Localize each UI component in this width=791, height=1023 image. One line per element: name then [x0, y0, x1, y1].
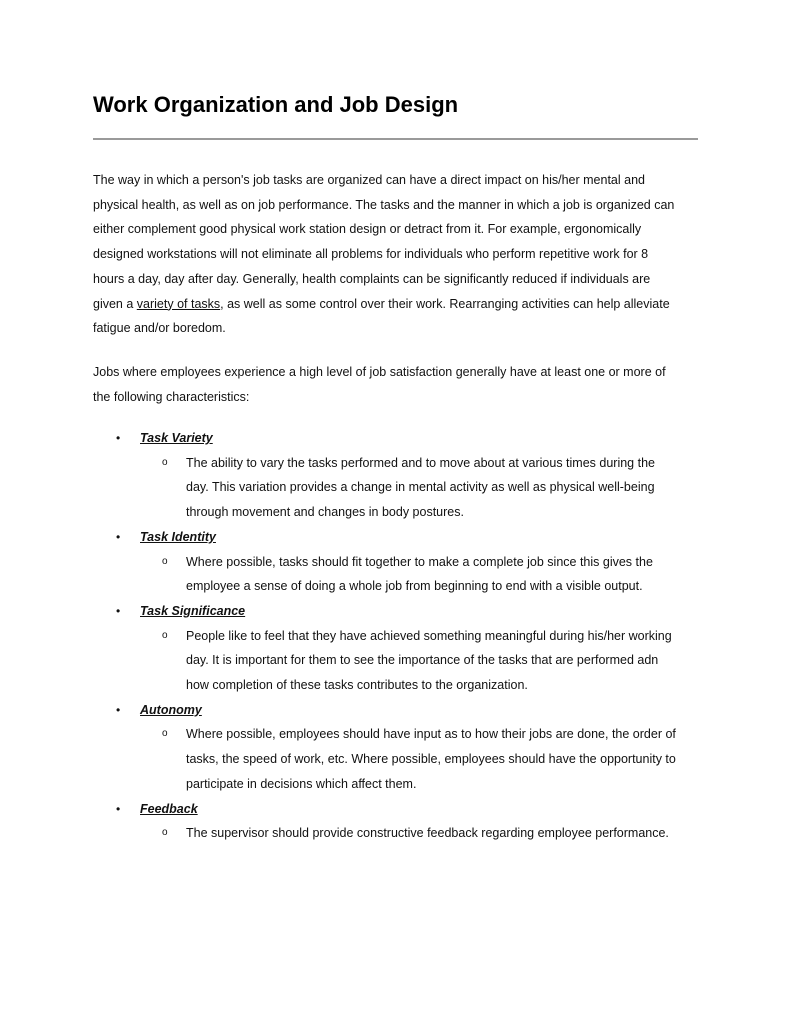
description-text [0, 722, 791, 796]
bullet-icon: • [116, 801, 121, 816]
characteristics-list [0, 426, 791, 846]
description-line: employee a sense of doing a whole job from beginning to end with a visible output. [186, 579, 643, 594]
paragraph-line: Jobs where employees experience a high level of job satisfaction generally have at least one or more of [93, 365, 666, 379]
characteristic-heading: Feedback [140, 801, 198, 816]
paragraph-line: the following characteristics: [93, 389, 250, 404]
sub-bullet-icon: o [162, 728, 168, 740]
characteristic-description [0, 821, 791, 846]
description-line: The supervisor should provide constructive feedback regarding employee performance. [186, 826, 669, 841]
page-title: Work Organization and Job Design [93, 92, 459, 117]
description-line: day. This variation provides a change in mental activity as well as physical well-being [186, 480, 655, 495]
characteristic-heading: Task Significance [140, 603, 246, 618]
sub-bullet-icon: o [162, 629, 168, 641]
paragraph-line: either complement good physical work station design or detract from it. For example, ergonomically [93, 222, 642, 237]
description-text [0, 821, 791, 846]
variety-of-tasks-link[interactable]: variety of tasks [136, 296, 221, 311]
characteristic-item [0, 698, 791, 797]
characteristics-intro-paragraph [93, 360, 703, 409]
characteristic-heading: Task Identity [140, 529, 216, 544]
description-line: through movement and changes in body postures. [186, 505, 464, 520]
characteristic-item [0, 426, 791, 525]
description-text [0, 451, 791, 525]
description-line: participate in decisions which affect them. [186, 776, 417, 791]
text-span: , as well as some control over their work. Rearranging activities can help alleviate [220, 296, 670, 311]
description-line: Where possible, tasks should fit together to make a complete job since this gives the [186, 554, 653, 569]
paragraph-line: fatigue and/or boredom. [93, 321, 226, 336]
intro-paragraph [93, 168, 703, 341]
characteristic-description [0, 451, 791, 525]
description-line: Where possible, employees should have input as to how their jobs are done, the order of [186, 727, 676, 742]
description-line: day. It is important for them to see the importance of the tasks that are performed adn [186, 653, 659, 668]
characteristic-description [0, 624, 791, 698]
title-divider [93, 138, 698, 140]
sub-bullet-icon: o [162, 456, 168, 468]
characteristic-heading: Autonomy [140, 702, 202, 717]
description-text [0, 624, 791, 698]
description-line: People like to feel that they have achieved something meaningful during his/her working [186, 628, 672, 643]
characteristic-description [0, 722, 791, 796]
characteristic-description [0, 550, 791, 599]
bullet-icon: • [116, 603, 121, 618]
paragraph-line: hours a day, day after day. Generally, health complaints can be significantly reduced if individuals are [93, 271, 651, 286]
description-text [0, 550, 791, 599]
bullet-icon: • [116, 702, 121, 717]
bullet-icon: • [116, 431, 121, 445]
paragraph-line: The way in which a person's job tasks are organized can have a direct impact on his/her mental and [93, 173, 645, 187]
description-line: how completion of these tasks contributes to the organization. [186, 678, 528, 693]
bullet-icon: • [116, 529, 121, 544]
characteristic-item [0, 525, 791, 599]
description-line: tasks, the speed of work, etc. Where possible, employees should have the opportunity to [186, 752, 676, 767]
sub-bullet-icon: o [162, 827, 168, 839]
description-line: The ability to vary the tasks performed and to move about at various times during the [186, 455, 655, 470]
characteristic-item [0, 599, 791, 698]
sub-bullet-icon: o [162, 555, 168, 567]
paragraph-line [93, 292, 703, 317]
paragraph-line: physical health, as well as on job performance. The tasks and the manner in which a job is organized can [93, 197, 675, 212]
paragraph-line: designed workstations will not eliminate all problems for individuals who perform repetitive work for 8 [93, 247, 649, 262]
characteristic-item [0, 797, 791, 846]
characteristic-heading: Task Variety [140, 431, 213, 445]
text-span: given a [93, 296, 137, 311]
